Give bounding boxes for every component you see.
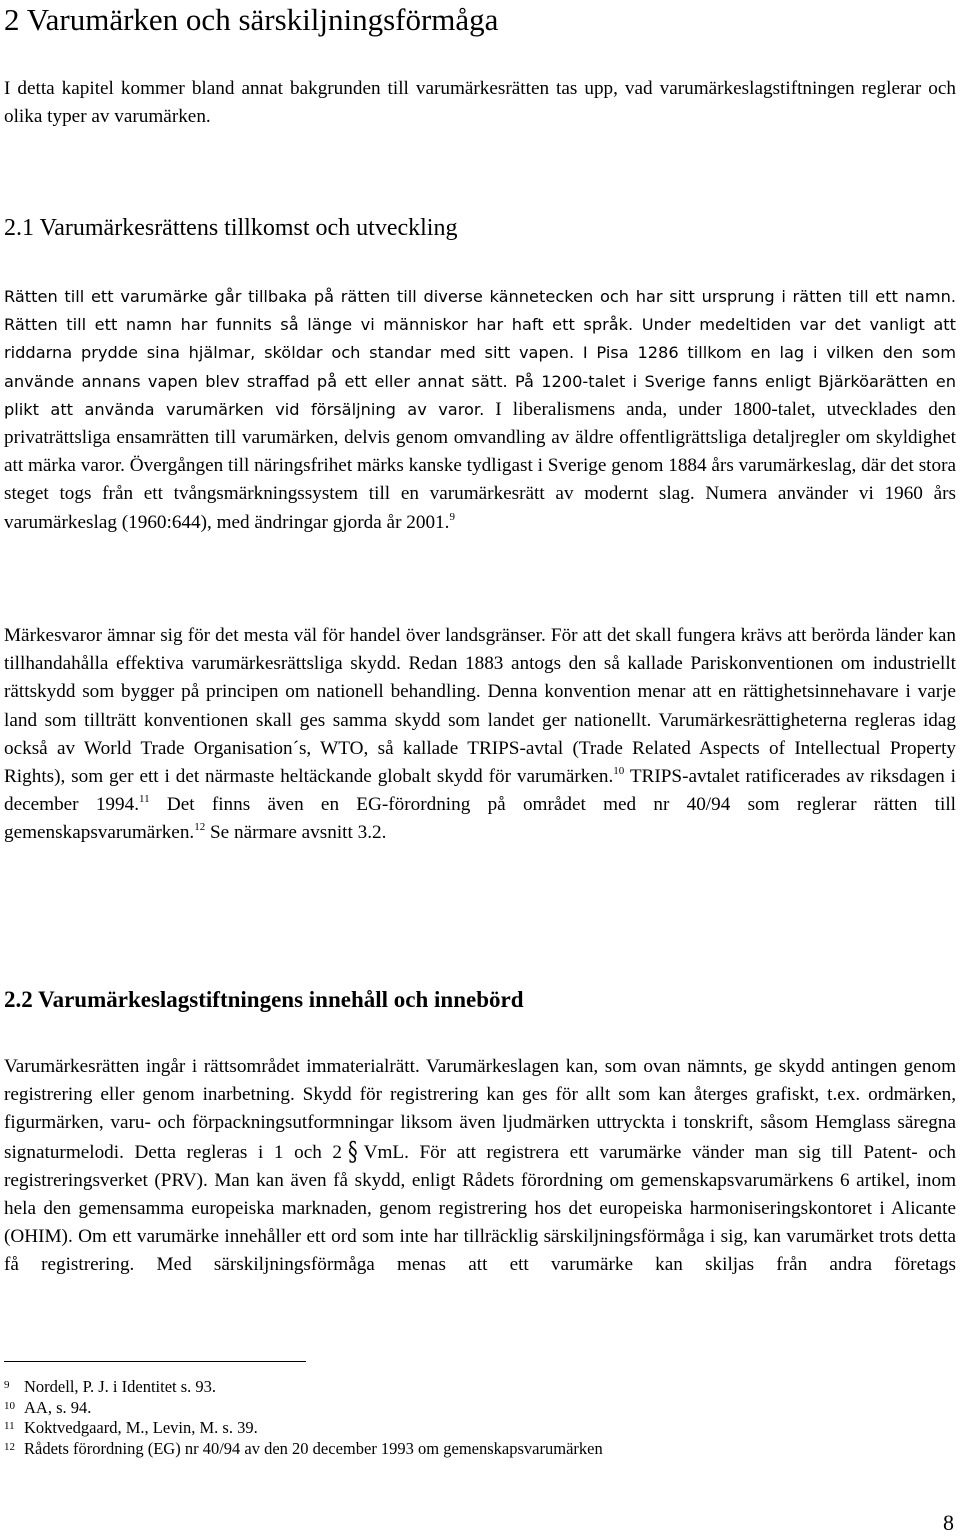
chapter-title: 2 Varumärken och särskiljningsförmåga xyxy=(4,2,499,37)
intro-paragraph: I detta kapitel kommer bland annat bakgrunden till varumärkesrätten tas upp, vad varumärkeslagstiftningen reglerar och olika typer av varumärken. xyxy=(4,78,956,128)
footnote-ref-10[interactable]: 10 xyxy=(613,765,625,778)
footnote-separator xyxy=(4,1361,306,1362)
footnote-text: Rådets förordning (EG) nr 40/94 av den 20 december 1993 om gemenskapsvarumärken xyxy=(24,1438,603,1458)
paragraph-legislation-text-b: VmL. För att registrera ett varumärke vänder man sig till Patent- och registreringsverket (PRV). Man kan även få skydd, enligt Rådets förordning om gemenskapsvarumärkens 6 artikel, inom hela den gemensamma europeiska marknaden, genom registrering hos det europeiska harmoniseringskontoret i Alicante (OHIM). Om ett varumärke innehåller ett ord som inte har tillräcklig särskiljningsförmåga i sig, kan varumärket trots detta få registrering. Med särskiljningsförmåga menas att ett varumärke kan skiljas från andra företags xyxy=(4,1141,956,1276)
paragraph-international-text-c: Det finns även en EG-förordning på området med nr 40/94 som reglerar rätten till gemenskapsvarumärken. xyxy=(4,794,956,844)
footnote-text: Koktvedgaard, M., Levin, M. s. 39. xyxy=(24,1418,258,1437)
paragraph-legislation-text-a: Varumärkesrätten ingår i rättsområdet immaterialrätt. Varumärkeslagen kan, som ovan nämnts, ge skydd antingen genom registrering eller genom inarbetning. Skydd för registrering kan ges för allt som kan återges grafiskt, t.ex. ordmärken, figurmärken, varu- och förpackningsutformningar liksom även ljudmärken uttryckta i tonskrift, såsom Hemglass säregna signaturmelodi. Detta regleras i 1 och 2 xyxy=(4,1056,956,1163)
footnote-text: AA, s. 94. xyxy=(24,1397,92,1417)
paragraph-international-text-a: Märkesvaror ämnar sig för det mesta väl för handel över landsgränser. För att det skall fungera krävs att berörda länder kan tillhandahålla effektiva varumärkesrättsliga skydd. Redan 1883 antogs den så kallade Pariskonventionen om industriellt rättskydd som bygger på principen om nationell behandling. Denna konvention menar att en rättighetsinnehavare i varje land som tillträtt konventionen skall ges samma skydd som landet ger nationellt. Varumärkesrättigheterna regleras idag också av World Trade Organisation´s, WTO, så kallade TRIPS-avtal (Trade Related Aspects of Intellectual Property Rights), som ger ett i det närmaste heltäckande globalt skydd för varumärken. xyxy=(4,625,956,788)
page-number: 8 xyxy=(943,1510,954,1535)
paragraph-international xyxy=(4,622,956,848)
footnote-ref-12[interactable]: 12 xyxy=(194,821,206,834)
paragraph-legislation xyxy=(4,1053,956,1280)
paragraph-international-text-d: Se närmare avsnitt 3.2. xyxy=(205,822,387,844)
section-heading-2-2: 2.2 Varumärkeslagstiftningens innehåll och innebörd xyxy=(4,987,524,1012)
footnote-item: 11 Koktvedgaard, M., Levin, M. s. 39. xyxy=(4,1418,258,1437)
section-sign-icon: § xyxy=(348,1135,358,1167)
footnote-item: 9 Nordell, P. J. i Identitet s. 93. xyxy=(4,1377,217,1396)
paragraph-history xyxy=(4,283,956,537)
footnote-item: 12 Rådets förordning (EG) nr 40/94 av den 20 december 1993 om gemenskapsvarumärken xyxy=(4,1438,603,1458)
footnote-ref-11[interactable]: 11 xyxy=(139,793,150,806)
footnote-ref-9[interactable]: 9 xyxy=(449,510,455,523)
section-heading-2-1: 2.1 Varumärkesrättens tillkomst och utveckling xyxy=(4,215,458,241)
footnote-item: 10 AA, s. 94. xyxy=(4,1397,92,1417)
paragraph-international-text-b: TRIPS-avtalet ratificerades av riksdagen i december 1994. xyxy=(4,766,956,816)
paragraph-history-serif-part: I liberalismens anda, under 1800-talet, utvecklades den privaträttsliga ensamrätten till varumärken, delvis genom omvandling av äldre offentligrättsliga detaljregler om skyldighet att märka varor. Övergången till näringsfrihet märks kanske tydligast i Sverige genom 1884 års varumärkeslag, där det stora steget togs från ett tvångsmärkningssystem till en varumärkesrätt av modernt slag. Numera använder vi 1960 års varumärkeslag (1960:644), med ändringar gjorda år 2001. xyxy=(4,398,957,533)
paragraph-history-sans-part: Rätten till ett varumärke går tillbaka på rätten till diverse kännetecken och har sitt ursprung i rätten till ett namn. Rätten till ett namn har funnits så länge vi människor har haft ett språk. Under medeltiden var det vanligt att riddarna prydde sina hjälmar, sköldar och standar med sitt vapen. I Pisa 1286 tillkom en lag i vilken den som använde annans vapen blev straffad på ett eller annat sätt. På 1200-talet i Sverige fanns enligt Bjärköarätten en plikt att använda varumärken vid försäljning av varor. xyxy=(4,287,956,419)
footnote-text: Nordell, P. J. i Identitet s. 93. xyxy=(24,1377,217,1396)
footnotes xyxy=(4,1377,956,1459)
